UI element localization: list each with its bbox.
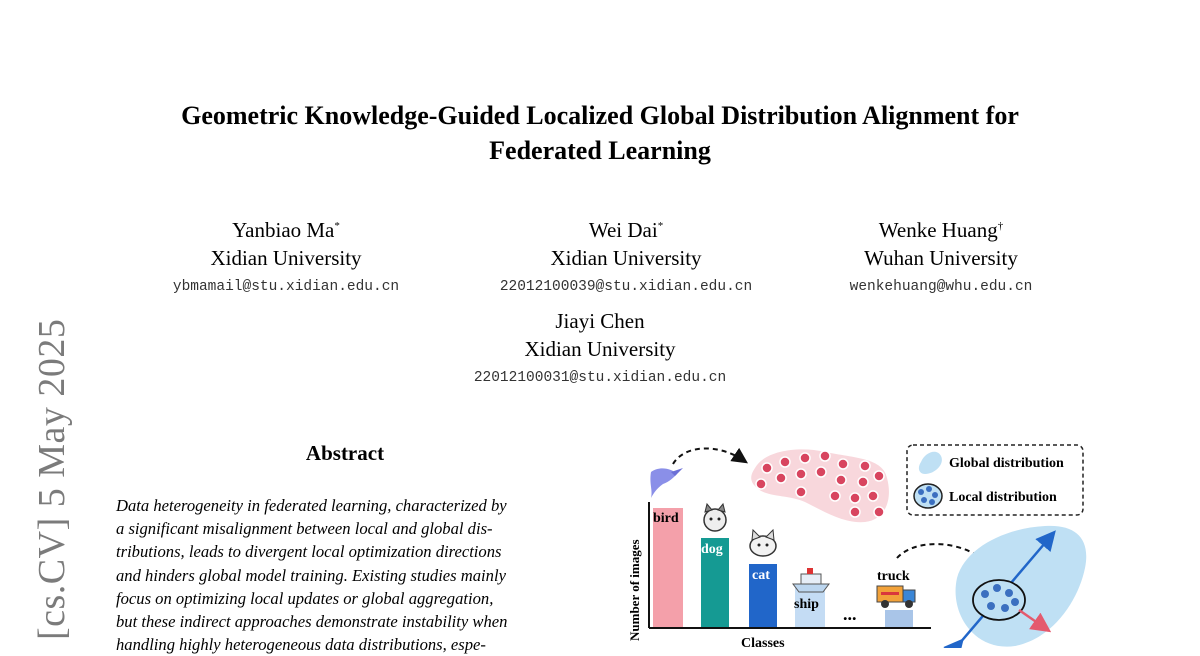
- ship-icon: [793, 568, 829, 592]
- pink-distribution-blob: [751, 449, 889, 522]
- abstract-line: Data heterogeneity in federated learning, characterized by: [116, 496, 507, 515]
- bar-label-cat: cat: [752, 568, 770, 583]
- x-axis-label: Classes: [741, 636, 785, 648]
- legend-global-label: Global distribution: [949, 456, 1064, 471]
- author-mark: *: [334, 220, 340, 232]
- teaser-figure: [615, 438, 1095, 648]
- author-name: Wei Dai: [588, 218, 658, 242]
- bar-truck: [885, 610, 913, 627]
- author-affiliation: Xidian University: [524, 337, 676, 361]
- bar-label-dog: dog: [701, 542, 723, 557]
- dog-icon: [704, 504, 726, 531]
- author-3: [771, 212, 1111, 302]
- bird-icon: [650, 468, 683, 498]
- author-affiliation: Wuhan University: [864, 246, 1018, 270]
- arxiv-stamp-text: [cs.CV] 5 May 2025: [31, 318, 73, 640]
- author-2: [456, 212, 796, 302]
- abstract-line: tributions, leads to divergent local optimization directions: [116, 542, 502, 562]
- author-email: 22012100039@stu.xidian.edu.cn: [499, 279, 753, 295]
- teaser-figure-svg: [615, 438, 1095, 648]
- author-name: Wenke Huang: [878, 218, 998, 242]
- title-line-2: Federated Learning: [489, 136, 711, 165]
- bar-label-bird: bird: [653, 511, 679, 526]
- abstract-line: focus on optimizing local updates or global aggregation,: [116, 588, 494, 608]
- author-email: 22012100031@stu.xidian.edu.cn: [473, 370, 727, 386]
- abstract-body: [116, 494, 578, 656]
- abstract-heading: Abstract: [305, 441, 385, 465]
- author-name: Jiayi Chen: [555, 309, 645, 333]
- bar-label-truck: truck: [877, 569, 910, 584]
- cat-icon: [750, 530, 776, 556]
- abstract-line: a significant misalignment between local and global dis-: [116, 519, 493, 539]
- legend-local-label: Local distribution: [949, 490, 1057, 505]
- bar-ellipsis: ...: [843, 604, 857, 624]
- abstract-line: handling highly heterogeneous data distributions, espe-: [116, 635, 486, 655]
- author-mark: †: [997, 220, 1004, 232]
- author-mark: *: [657, 220, 664, 232]
- author-1: [116, 212, 456, 302]
- legend: [907, 445, 1083, 515]
- author-name: Yanbiao Ma: [232, 218, 335, 242]
- abstract-line: and hinders global model training. Existing studies mainly: [116, 565, 506, 585]
- paper-title: [100, 98, 1100, 168]
- global-distribution-region: [956, 526, 1087, 647]
- author-affiliation: Xidian University: [550, 246, 702, 270]
- author-affiliation: Xidian University: [210, 246, 362, 270]
- arxiv-stamp: [18, 300, 78, 648]
- bar-label-ship: ship: [794, 597, 819, 612]
- title-line-1: Geometric Knowledge-Guided Localized Global Distribution Alignment for: [181, 101, 1019, 130]
- author-email: ybmamail@stu.xidian.edu.cn: [172, 279, 400, 295]
- y-axis-label: Number of images: [627, 539, 642, 641]
- author-email: wenkehuang@whu.edu.cn: [849, 279, 1033, 295]
- dashed-arrow-left: [673, 448, 743, 464]
- truck-icon: [877, 586, 915, 608]
- abstract-line: but these indirect approaches demonstrate instability when: [116, 612, 508, 632]
- author-4: [430, 307, 770, 393]
